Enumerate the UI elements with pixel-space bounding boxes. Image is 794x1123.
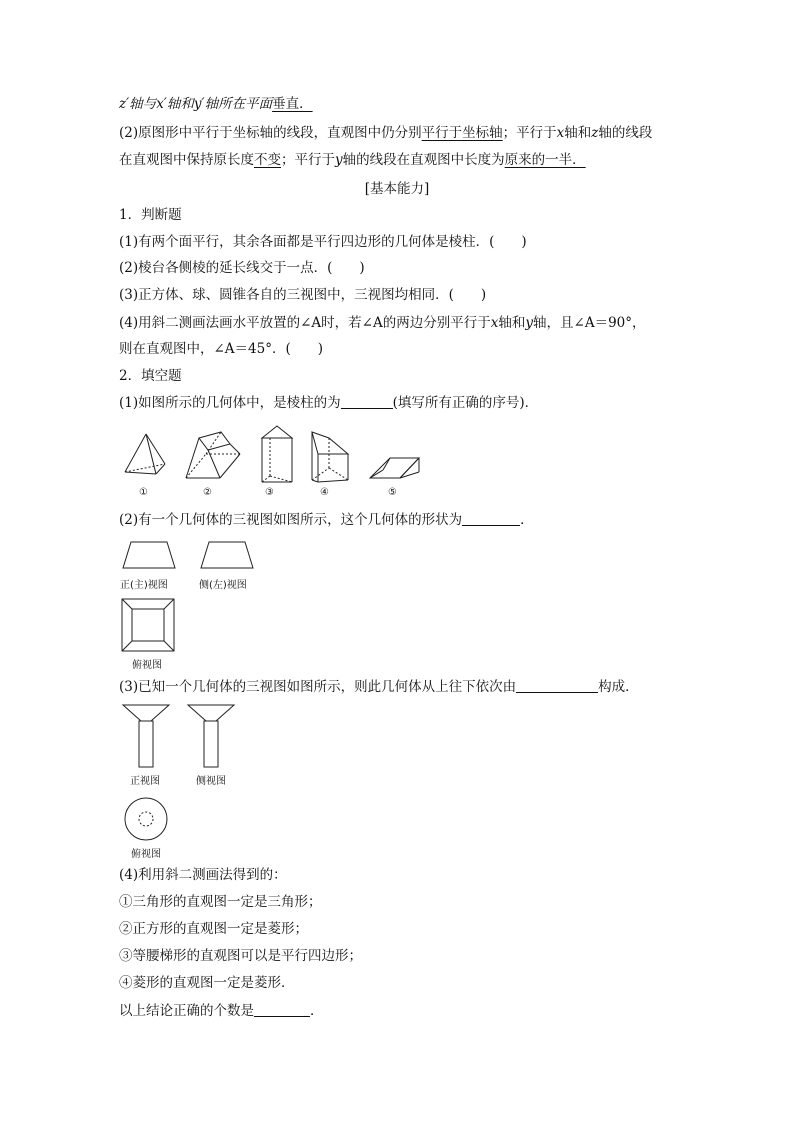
fill-q3 [119,678,639,696]
judgement-q2: (2)棱台各侧棱的延长线交于一点．( ) [119,260,365,276]
intro-text: x′轴和 [156,96,194,112]
q2-side-caption: 侧(左)视图 [199,580,247,591]
solid-label: ① [139,487,148,498]
q2-top-view [121,598,175,652]
fill-q2 [119,511,534,529]
intro-answer-half: 原来的一半． [504,152,586,168]
fill-q4-title: (4)利用斜二测画法得到的： [119,867,287,883]
fill-q1-text: (1)如图所示的几何体中，是棱柱的为 [119,395,341,411]
prism-solid [262,426,292,482]
fill-q4-item-3: ③等腰梯形的直观图可以是平行四边形； [119,948,362,964]
answer-blank[interactable] [516,678,598,693]
answer-blank[interactable] [341,394,393,409]
intro-text: 轴的线段在直观图中长度为 [342,152,505,168]
fill-q2-text: (2)有一个几何体的三视图如图所示，这个几何体的形状为 [119,512,463,528]
fill-q4-item-4: ④菱形的直观图一定是菱形． [119,975,295,991]
q2-top-caption: 俯视图 [132,660,162,671]
judgement-q1: (1)有两个面平行，其余各面都是平行四边形的几何体是棱柱．( ) [119,234,527,250]
axis-y: y [335,152,343,168]
axis-x: x [490,315,499,331]
fill-q3-text: (3)已知一个几何体的三视图如图所示，则此几何体从上往下依次由 [119,679,517,695]
pyramid-solid [125,434,165,474]
q3-front-caption: 正视图 [130,776,160,787]
axis-z: z [591,125,599,141]
slanted-prism-solid [312,432,348,482]
intro-text: ；平行于 [281,152,335,168]
section-title: [基本能力] [364,181,430,197]
intro-text: ；平行于 [502,125,557,141]
q3-top-view [123,796,169,842]
solid-label: ④ [320,487,329,498]
intro-line-2 [119,124,652,142]
intro-line-1 [119,95,313,113]
intro-line-3 [119,151,586,169]
triangular-prism-solid [370,458,419,478]
fill-q2-text: ． [520,512,534,528]
intro-text: (2)原图形中平行于坐标轴的线段，直观图中仍分别 [119,125,422,141]
fill-q4-item-1: ①三角形的直观图一定是三角形； [119,894,322,910]
axis-y: y [525,315,534,331]
q3-top-caption: 俯视图 [131,849,161,860]
q3-front-view [121,703,171,769]
judgement-title: 1．判断题 [119,207,182,223]
judgement-q4 [119,314,646,332]
judgement-q3: (3)正方体、球、圆锥各自的三视图中，三视图均相同．( ) [119,287,487,303]
judgement-q4-text: (4)用斜二测画法画水平放置的∠A时，若∠A的两边分别平行于 [119,315,491,331]
q3-side-caption: 侧视图 [196,776,226,787]
intro-answer-parallel: 平行于坐标轴 [421,125,503,141]
solids-figure [118,424,428,488]
judgement-q4-text: 轴，且∠A＝90°， [533,315,646,331]
solid-label: ② [203,487,212,498]
fill-q4-conclusion-text: ． [310,1003,324,1019]
intro-text: 在直观图中保持原长度 [119,152,254,168]
intro-text: 轴的线段 [598,125,653,141]
solids-svg [118,424,428,488]
q3-side-view [186,703,236,769]
answer-blank[interactable] [254,1002,310,1017]
fill-title: 2．填空题 [119,368,182,384]
frustum-solid [186,432,240,478]
intro-answer-vertical: 垂直． [272,96,313,112]
fill-q1 [119,394,538,412]
judgement-q4-line2: 则在直观图中，∠A＝45°．( ) [119,341,324,357]
answer-blank[interactable] [462,511,520,526]
fill-q4-conclusion [119,1002,324,1020]
solid-label: ③ [265,487,274,498]
fill-q4-conclusion-text: 以上结论正确的个数是 [119,1003,254,1019]
q2-side-view [197,540,257,572]
solid-label: ⑤ [388,487,397,498]
q2-front-view [119,540,179,572]
axis-x: x [556,125,565,141]
intro-text: y′轴所在平面 [193,96,273,112]
fill-q3-text: 构成． [598,679,639,695]
intro-text: z′轴与 [119,96,157,112]
intro-answer-unchanged: 不变 [254,152,281,168]
fill-q1-text: (填写所有正确的序号)． [392,395,539,411]
fill-q4-item-2: ②正方形的直观图一定是菱形； [119,921,308,937]
q2-front-caption: 正(主)视图 [120,580,168,591]
intro-text: 轴和 [564,125,592,141]
judgement-q4-text: 轴和 [498,315,526,331]
